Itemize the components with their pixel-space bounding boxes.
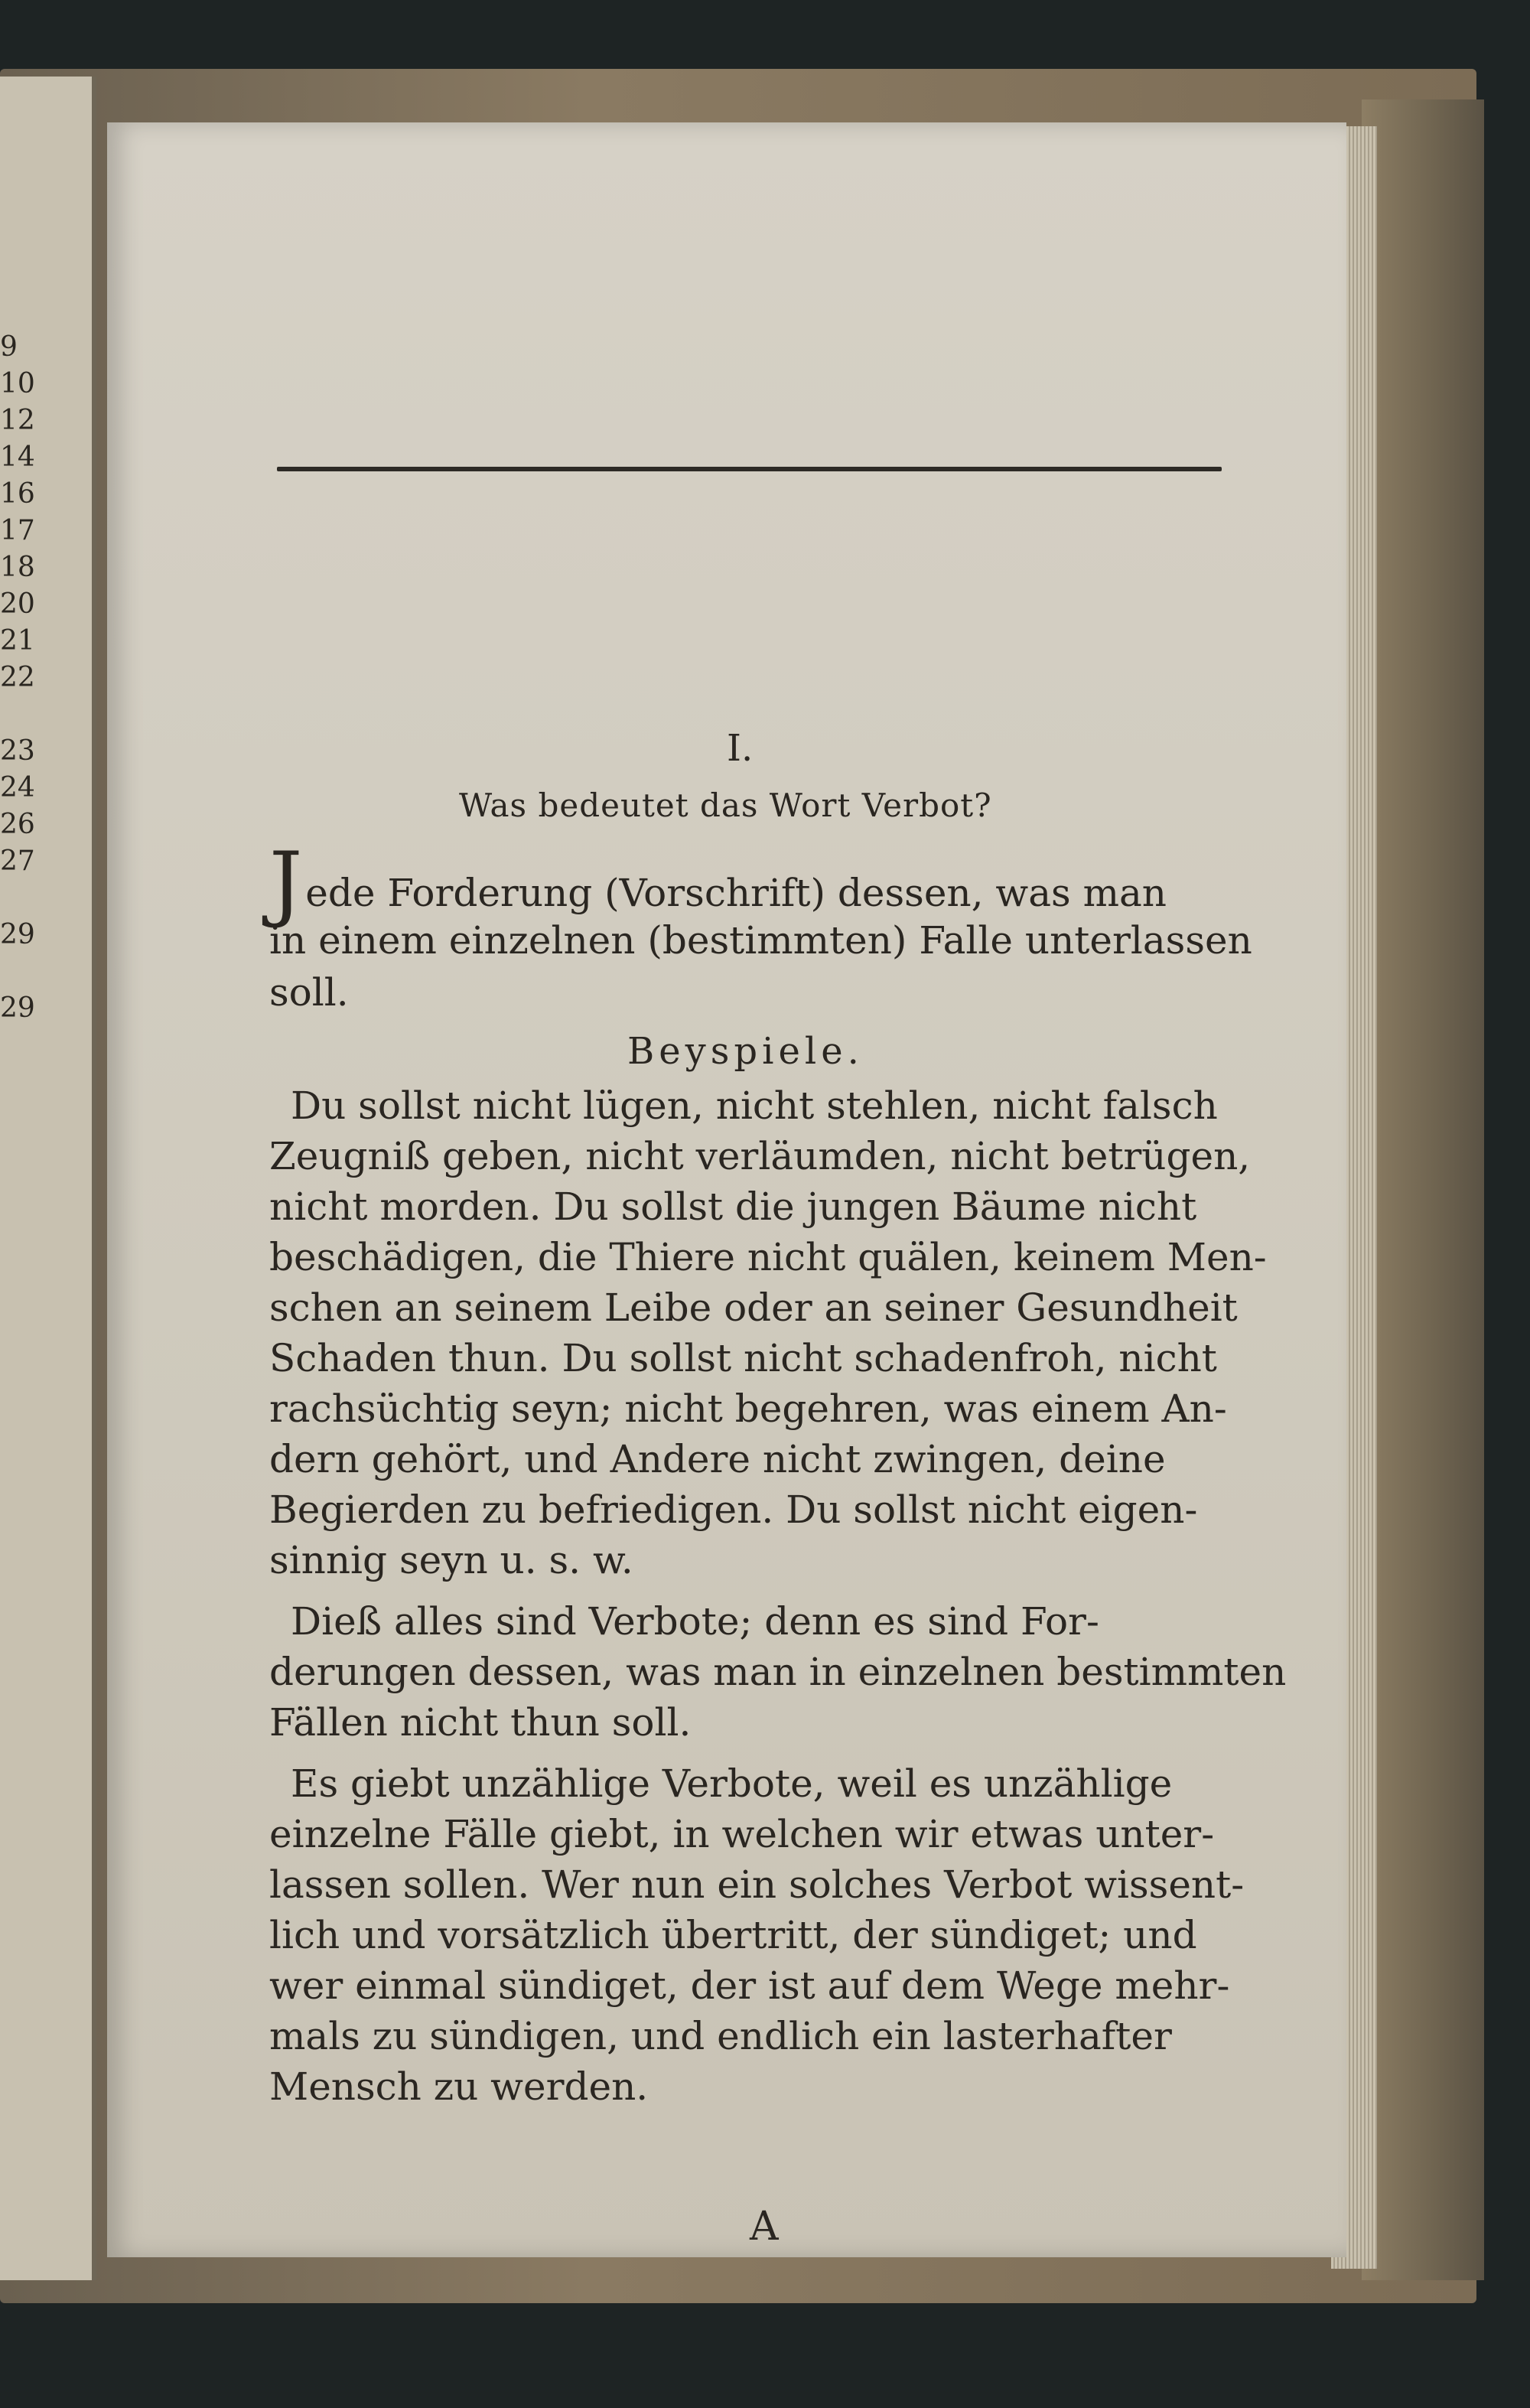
answer-line-2: in einem einzelnen (bestimmten) Falle unterlassen [269, 918, 1252, 963]
dropcap: J [269, 835, 303, 930]
answer-line-3: soll. [269, 970, 349, 1015]
paragraph-line: lassen sollen. Wer nun ein solches Verbot wissent- [269, 1862, 1245, 1907]
chapter-question: Was bedeutet das Wort Verbot? [459, 787, 992, 824]
paragraph-line: Es giebt unzählige Verbote, weil es unzählige [291, 1761, 1173, 1806]
previous-page [0, 77, 96, 2280]
examples-line: Zeugniß geben, nicht verläumden, nicht betrügen, [269, 1134, 1251, 1178]
header-rule [277, 467, 1222, 471]
answer-line-1: Jede Forderung (Vorschrift) dessen, was man [269, 835, 1167, 930]
examples-line: sinnig seyn u. s. w. [269, 1538, 633, 1582]
examples-line: schen an seinem Leibe oder an seiner Gesundheit [269, 1285, 1238, 1330]
paragraph-line: mals zu sündigen, und endlich ein lasterhafter [269, 2014, 1172, 2058]
examples-line: dern gehört, und Andere nicht zwingen, deine [269, 1437, 1166, 1481]
paragraph-line: Dieß alles sind Verbote; denn es sind For- [291, 1599, 1099, 1644]
examples-line: Begierden zu befriedigen. Du sollst nicht eigen- [269, 1487, 1198, 1532]
paragraph-line: einzelne Fälle giebt, in welchen wir etwas unter- [269, 1812, 1215, 1856]
examples-heading: Beyspiele. [627, 1030, 864, 1073]
previous-page-numbers: 9 10 12 14 16 17 18 20 21 22 23 24 26 27 29 29 [0, 331, 35, 1024]
examples-line: Schaden thun. Du sollst nicht schadenfroh, nicht [269, 1336, 1217, 1380]
chapter-number: I. [727, 727, 754, 770]
examples-line: Du sollst nicht lügen, nicht stehlen, nicht falsch [291, 1083, 1218, 1128]
paragraph-line: Mensch zu werden. [269, 2064, 649, 2109]
paragraph-line: wer einmal sündiget, der ist auf dem Wege mehr- [269, 1963, 1230, 2008]
signature-mark: A [750, 2204, 779, 2250]
cover-edge [1362, 99, 1484, 2280]
paragraph-line: Fällen nicht thun soll. [269, 1700, 692, 1745]
examples-line: rachsüchtig seyn; nicht begehren, was einem An- [269, 1386, 1227, 1431]
paragraph-line: lich und vorsätzlich übertritt, der sündiget; und [269, 1913, 1197, 1957]
book-page [107, 122, 1346, 2257]
paragraph-line: derungen dessen, was man in einzelnen bestimmten [269, 1650, 1287, 1694]
examples-line: beschädigen, die Thiere nicht quälen, keinem Men- [269, 1235, 1267, 1279]
examples-line: nicht morden. Du sollst die jungen Bäume nicht [269, 1184, 1197, 1229]
